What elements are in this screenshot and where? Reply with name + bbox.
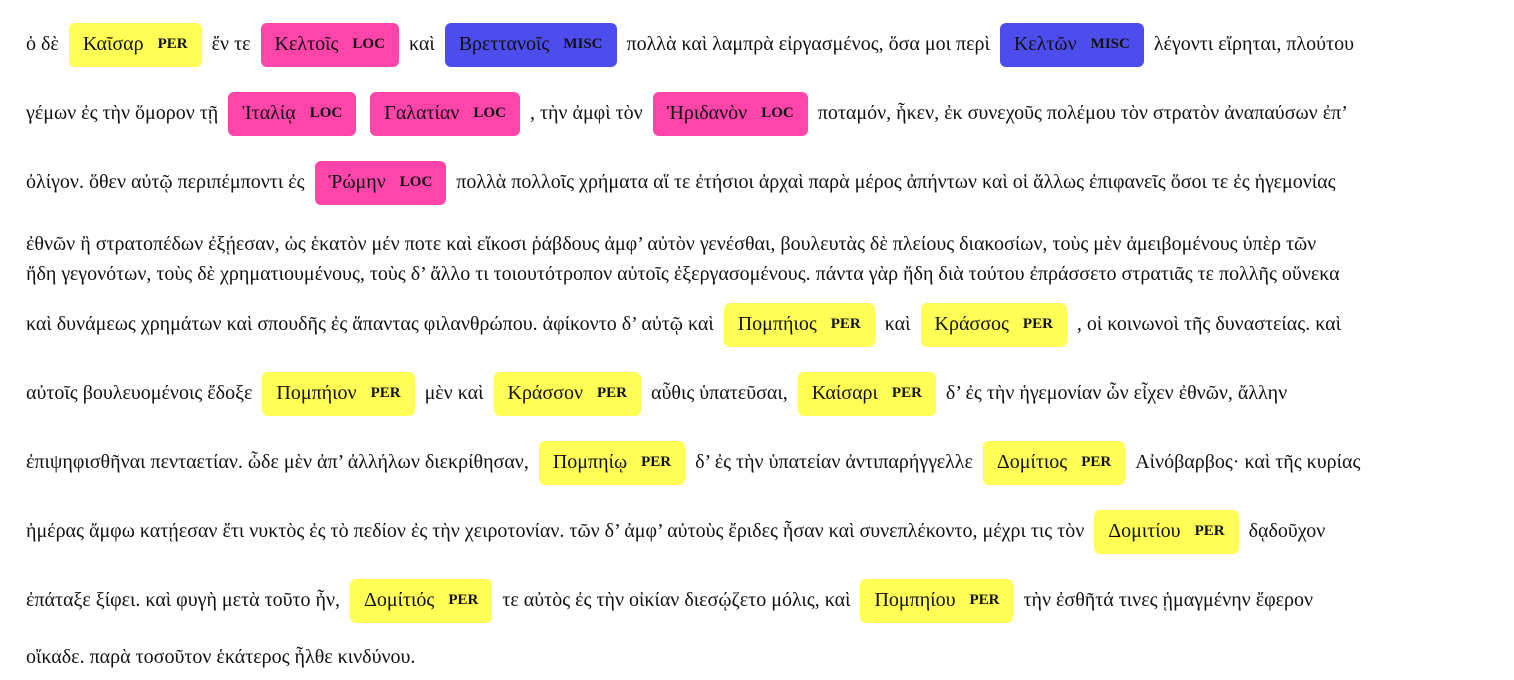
text-segment: δ’ ἐς τὴν ὑπατείαν ἀντιπαρήγγελλε xyxy=(695,451,973,473)
entity-per xyxy=(921,303,1067,347)
entity-label: LOC xyxy=(399,174,433,190)
entity-text: Κελτοῖς xyxy=(274,33,339,55)
entity-label: LOC xyxy=(352,36,385,52)
text-segment: καὶ δυνάμεως χρημάτων καὶ σπουδῆς ἐς ἅπαντας φιλανθρώπου. ἀφίκοντο δ’ αὐτῷ καὶ xyxy=(26,313,714,335)
text-segment: αὐτοῖς βουλευομένοις ἔδοξε xyxy=(26,382,253,404)
text-line xyxy=(26,497,1488,566)
entity-text: Πομπηίου xyxy=(874,589,956,611)
entity-label: MISC xyxy=(1090,36,1130,52)
text-segment: ποταμόν, ἧκεν, ἐκ συνεχοῦς πολέμου τὸν στρατὸν ἀναπαύσων ἐπ’ xyxy=(817,102,1348,124)
entity-text: Ῥώμην xyxy=(328,171,386,193)
entity-label: PER xyxy=(597,385,628,401)
text-line xyxy=(26,258,1488,290)
text-segment: Αἰνόβαρβος· καὶ τῆς κυρίας xyxy=(1135,451,1361,473)
text-segment: ἐπιψηφισθῆναι πενταετίαν. ὧδε μὲν ἀπ’ ἀλλήλων διεκρίθησαν, xyxy=(26,451,529,473)
entity-label: PER xyxy=(969,592,1000,608)
entity-text: Δομίτιός xyxy=(364,589,435,611)
entity-label: PER xyxy=(157,36,188,52)
text-segment: ὁ δὲ xyxy=(26,33,59,55)
text-segment: καὶ xyxy=(884,313,911,335)
entity-label: PER xyxy=(641,454,672,470)
entity-misc xyxy=(445,23,617,67)
entity-per xyxy=(724,303,875,347)
text-segment: δ’ ἐς τὴν ἡγεμονίαν ὧν εἶχεν ἐθνῶν, ἄλλην xyxy=(945,382,1288,404)
entity-label: PER xyxy=(1022,316,1053,332)
text-segment: ὀλίγον. ὅθεν αὐτῷ περιπέμποντι ἐς xyxy=(26,171,305,193)
entity-per xyxy=(1094,510,1238,554)
entity-label: LOC xyxy=(473,105,506,121)
entity-per xyxy=(262,372,414,416)
text-segment: δᾳδοῦχον xyxy=(1248,520,1326,542)
entity-text: Καῖσαρ xyxy=(82,33,144,55)
entity-per xyxy=(983,441,1125,485)
entity-label: PER xyxy=(1081,454,1112,470)
text-segment: λέγοντι εἴρηται, πλούτου xyxy=(1153,33,1354,55)
entity-text: Πομπηίῳ xyxy=(552,451,628,473)
text-line xyxy=(26,290,1488,359)
entity-text: Κράσσος xyxy=(934,313,1009,335)
entity-loc xyxy=(315,161,447,205)
entity-text: Κράσσον xyxy=(507,382,584,404)
entity-label: LOC xyxy=(761,105,794,121)
entity-per xyxy=(350,579,492,623)
text-segment: καὶ xyxy=(408,33,435,55)
entity-per xyxy=(494,372,642,416)
entity-loc xyxy=(228,92,356,136)
text-line xyxy=(26,10,1488,79)
entity-text: Δομιτίου xyxy=(1108,520,1181,542)
text-segment: πολλὰ καὶ λαμπρὰ εἰργασμένος, ὅσα μοι περὶ xyxy=(626,33,990,55)
entity-per xyxy=(69,23,202,67)
text-line xyxy=(26,79,1488,148)
entity-text: Ἰταλίᾳ xyxy=(242,102,296,124)
entity-text: Πομπήιος xyxy=(737,313,817,335)
text-segment: μὲν καὶ xyxy=(424,382,484,404)
text-segment: οἴκαδε. παρὰ τοσοῦτον ἑκάτερος ἦλθε κινδύνου. xyxy=(26,646,416,668)
entity-text: Πομπήιον xyxy=(276,382,357,404)
entity-text: Γαλατίαν xyxy=(384,102,460,124)
entity-loc xyxy=(261,23,399,67)
text-segment: τε αὐτὸς ἐς τὴν οἰκίαν διεσῴζετο μόλις, καὶ xyxy=(502,589,851,611)
text-segment: ἔν τε xyxy=(211,33,251,55)
text-line xyxy=(26,217,1488,258)
entity-label: PER xyxy=(891,385,922,401)
entity-per xyxy=(798,372,936,416)
entity-label: PER xyxy=(370,385,401,401)
entity-label: PER xyxy=(448,592,479,608)
entity-per xyxy=(539,441,685,485)
entity-label: PER xyxy=(1194,523,1225,539)
entity-text: Βρεττανοῖς xyxy=(458,33,550,55)
entity-misc xyxy=(1000,23,1144,67)
entity-text: Κελτῶν xyxy=(1013,33,1077,55)
entity-label: MISC xyxy=(563,36,603,52)
entity-text: Δομίτιος xyxy=(996,451,1068,473)
text-line xyxy=(26,635,1488,680)
text-segment: ἐπάταξε ξίφει. καὶ φυγὴ μετὰ τοῦτο ἦν, xyxy=(26,589,341,611)
entity-label: PER xyxy=(830,316,861,332)
entity-label: LOC xyxy=(309,105,343,121)
text-segment: ἐθνῶν ἢ στρατοπέδων ἐξῄεσαν, ὡς ἑκατὸν μέν ποτε καὶ εἴκοσι ῥάβδους ἀμφ’ αὐτὸν γενέσθαι, βουλευτὰς δὲ πλείους διακοσίων, τοὺς μὲν ἀμειβομένους ὑπὲρ τῶν xyxy=(26,233,1317,255)
entity-text: Ἠριδανὸν xyxy=(666,102,748,124)
text-segment: γέμων ἐς τὴν ὅμορον τῇ xyxy=(26,102,219,124)
text-segment: αὖθις ὑπατεῦσαι, xyxy=(651,382,788,404)
text-line xyxy=(26,566,1488,635)
text-line xyxy=(26,359,1488,428)
entity-loc xyxy=(370,92,520,136)
entity-loc xyxy=(653,92,808,136)
text-line xyxy=(26,428,1488,497)
text-segment: πολλὰ πολλοῖς χρήματα αἵ τε ἐτήσιοι ἀρχαὶ παρὰ μέρος ἀπήντων καὶ οἱ ἄλλως ἐπιφανεῖς ὅσοι τε ἐς ἡγεμονίας xyxy=(456,171,1336,193)
entity-text: Καίσαρι xyxy=(811,382,878,404)
text-segment: , τὴν ἀμφὶ τὸν xyxy=(529,102,643,124)
text-segment: ἤδη γεγονότων, τοὺς δὲ χρηματιουμένους, τοὺς δ’ ἄλλο τι τοιουτότροπον αὑτοῖς ἐξεργασομένους. πάντα γὰρ ἤδη διὰ τούτου ἐπράσσετο στρατιᾶς τε πολλῆς οὕνεκα xyxy=(26,262,1340,285)
entity-per xyxy=(860,579,1013,623)
text-segment: , οἱ κοινωνοὶ τῆς δυναστείας. καὶ xyxy=(1076,313,1341,335)
text-segment: τὴν ἐσθῆτά τινες ᾑμαγμένην ἔφερον xyxy=(1023,589,1314,611)
text-line xyxy=(26,148,1488,217)
text-segment: ἡμέρας ἄμφω κατῄεσαν ἔτι νυκτὸς ἐς τὸ πεδίον ἐς τὴν χειροτονίαν. τῶν δ’ ἀμφ’ αὐτοὺς ἔριδες ἦσαν καὶ συνεπλέκοντο, μέχρι τις τὸν xyxy=(26,520,1085,542)
